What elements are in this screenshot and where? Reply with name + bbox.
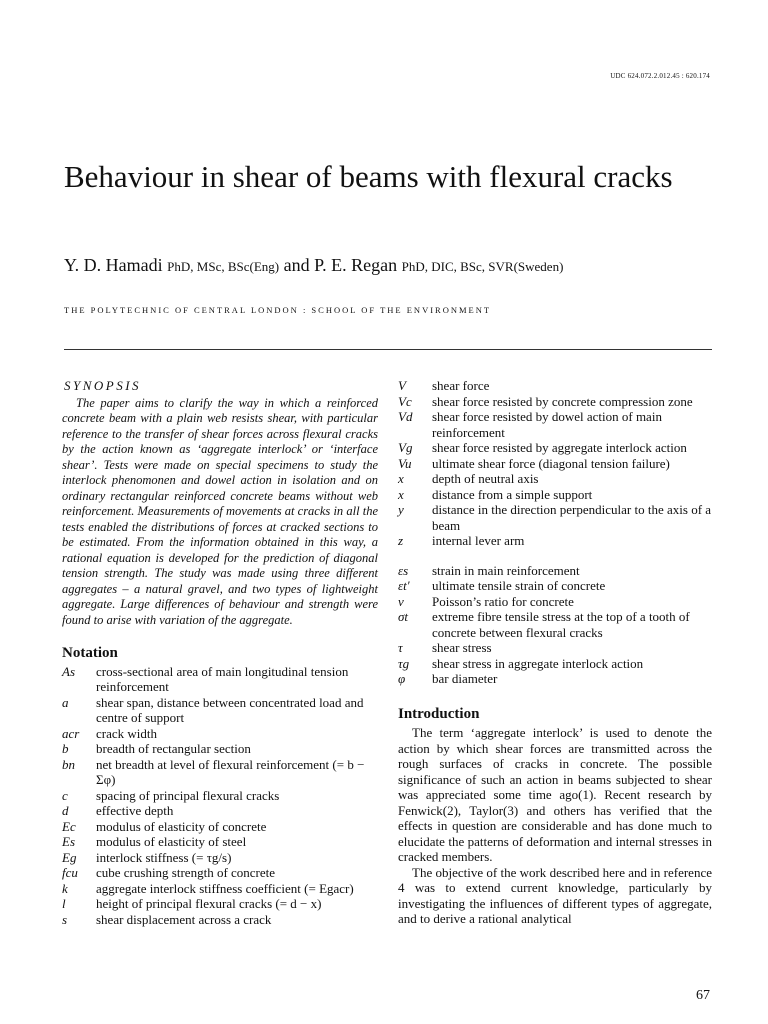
notation-entry	[62, 834, 378, 850]
notation-symbol: fcu	[62, 865, 78, 880]
notation-symbol: τ	[398, 640, 403, 655]
notation-definition: shear force	[432, 378, 490, 393]
notation-symbol: ν	[398, 593, 404, 609]
notation-list-right	[398, 378, 712, 687]
notation-symbol: σt	[398, 609, 409, 624]
notation-definition: depth of neutral axis	[432, 471, 539, 486]
notation-symbol: acr	[62, 725, 80, 741]
notation-definition: breadth of rectangular section	[96, 741, 251, 756]
authors-conjunction: and	[283, 255, 310, 275]
notation-definition: shear displacement across a crack	[96, 911, 272, 927]
notation-entry	[398, 502, 712, 533]
paper-title: Behaviour in shear of beams with flexural cracks	[64, 159, 673, 194]
notation-definition: shear stress	[432, 640, 492, 655]
notation-entry	[398, 533, 712, 549]
notation-definition: shear stress in aggregate interlock action	[432, 655, 644, 671]
notation-definition: internal lever arm	[432, 533, 525, 548]
notation-symbol: a	[62, 694, 69, 710]
notation-entry	[398, 487, 712, 503]
notation-definition: cube crushing strength of concrete	[96, 865, 276, 880]
notation-symbol: c	[62, 787, 68, 803]
notation-symbol: x	[398, 471, 404, 486]
notation-heading: Notation	[62, 645, 118, 661]
notation-entry	[398, 578, 712, 594]
notation-entry	[62, 741, 378, 757]
notation-entry	[62, 896, 378, 912]
notation-definition: extreme fibre tensile stress at the top of a tooth of concrete between flexural cracks	[432, 609, 690, 640]
affiliation: THE POLYTECHNIC OF CENTRAL LONDON : SCHOOL OF THE ENVIRONMENT	[64, 305, 492, 315]
introduction-heading: Introduction	[398, 705, 480, 722]
notation-entry	[398, 594, 712, 610]
notation-symbol: As	[62, 663, 75, 679]
notation-entry	[398, 471, 712, 487]
notation-definition: shear force resisted by concrete compression zone	[432, 393, 693, 409]
notation-definition: shear span, distance between concentrated load and centre of support	[96, 694, 364, 725]
notation-symbol: b	[62, 741, 69, 756]
notation-entry	[398, 640, 712, 656]
introduction-paragraph-2: The objective of the work described here and in reference 4 was to extend current knowledge, particularly by investigating the influences of different types of aggregate, and to derive a rational analytical	[398, 864, 712, 926]
notation-symbol: εt′	[398, 578, 410, 593]
notation-entry	[62, 865, 378, 881]
notation-entry	[62, 664, 378, 695]
notation-symbol: z	[398, 533, 404, 548]
notation-definition: aggregate interlock stiffness coefficient (= Egacr)	[96, 880, 354, 896]
author-1-name: Y. D. Hamadi	[64, 255, 163, 275]
notation-symbol: y	[398, 502, 404, 517]
notation-definition: distance in the direction perpendicular to the axis of a beam	[432, 502, 712, 533]
page-number: 67	[696, 988, 710, 1003]
notation-symbol: d	[62, 803, 69, 818]
notation-entry	[398, 563, 712, 579]
notation-entry	[62, 695, 378, 726]
notation-entry	[398, 609, 712, 640]
synopsis-heading: SYNOPSIS	[64, 378, 142, 393]
notation-definition: modulus of elasticity of concrete	[96, 818, 267, 834]
notation-entry	[398, 378, 712, 394]
notation-definition: strain in main reinforcement	[432, 562, 580, 578]
notation-entry	[398, 394, 712, 410]
notation-symbol: V	[398, 378, 406, 393]
notation-entry	[62, 850, 378, 866]
notation-entry	[398, 409, 712, 440]
notation-symbol: Eg	[62, 849, 77, 865]
notation-entry	[398, 671, 712, 687]
notation-definition: Poisson’s ratio for concrete	[432, 593, 574, 609]
notation-definition: height of principal flexural cracks (= d − x)	[96, 896, 322, 911]
notation-symbol: Vd	[398, 409, 413, 424]
author-1-qualifications: PhD, MSc, BSc(Eng)	[167, 259, 280, 274]
notation-definition: ultimate shear force (diagonal tension failure)	[432, 455, 670, 471]
authors-line	[64, 254, 724, 278]
author-2-name: P. E. Regan	[314, 255, 398, 275]
notation-symbol: φ	[398, 671, 406, 686]
notation-symbol: Es	[62, 834, 75, 849]
notation-symbol: Vc	[398, 393, 412, 409]
notation-symbol: s	[62, 911, 68, 927]
notation-definition: modulus of elasticity of steel	[96, 834, 247, 849]
notation-entry	[62, 788, 378, 804]
notation-definition: shear force resisted by dowel action of main reinforcement	[432, 409, 662, 440]
notation-definition: net breadth at level of flexural reinforcement (= b − Σφ)	[96, 756, 365, 787]
notation-symbol: Vu	[398, 455, 412, 471]
notation-entry	[62, 912, 378, 928]
notation-symbol: Ec	[62, 818, 76, 834]
synopsis-text: The paper aims to clarify the way in which a reinforced concrete beam with a plain web resists shear, with particular reference to the transfer of shear forces across flexural cracks by the action known as ‘aggregate interlock’ or ‘interface shear’. Tests were made on special specimens to study the interlock phenomonen and dowel action in isolation and on ordinary rectangular reinforced concrete beams without web reinforcement. Measurements of movements at cracks in all the tests enabled the distributions of forces at cracked sections to be estimated. From the information obtained in this way, a rational equation is developed for the prediction of diagonal tension strength. The study was made using three different aggregates – a natural gravel, and two types of lightweight aggregate. Large differences of behaviour and strength were found to arise with variation of the aggregate.	[62, 395, 378, 627]
left-column	[62, 378, 378, 927]
notation-definition: distance from a simple support	[432, 486, 593, 502]
notation-symbol: Vg	[398, 440, 413, 455]
notation-definition: interlock stiffness (= τg/s)	[96, 849, 232, 865]
notation-symbol: l	[62, 896, 66, 911]
notation-definition: bar diameter	[432, 671, 498, 686]
notation-symbol: εs	[398, 562, 409, 578]
author-2-qualifications: PhD, DIC, BSc, SVR(Sweden)	[401, 259, 564, 274]
notation-entry	[398, 456, 712, 472]
notation-list-left	[62, 664, 378, 928]
notation-symbol: τg	[398, 655, 410, 671]
notation-symbol: k	[62, 880, 68, 896]
header-divider	[64, 349, 712, 350]
notation-definition: cross-sectional area of main longitudinal tension reinforcement	[96, 663, 349, 694]
notation-entry	[62, 819, 378, 835]
notation-definition: ultimate tensile strain of concrete	[432, 578, 606, 593]
notation-symbol: x	[398, 486, 404, 502]
notation-entry	[398, 656, 712, 672]
notation-definition: spacing of principal flexural cracks	[96, 787, 280, 803]
udc-code: UDC 624.072.2.012.45 : 620.174	[610, 72, 710, 80]
notation-entry	[62, 726, 378, 742]
notation-symbol: bn	[62, 756, 75, 772]
notation-entry	[62, 881, 378, 897]
notation-entry	[62, 803, 378, 819]
notation-definition: effective depth	[96, 803, 174, 818]
notation-definition: shear force resisted by aggregate interlock action	[432, 440, 687, 455]
notation-definition: crack width	[96, 725, 158, 741]
notation-entry	[398, 440, 712, 456]
notation-entry	[62, 757, 378, 788]
right-column	[398, 378, 712, 927]
introduction-paragraph-1: The term ‘aggregate interlock’ is used to denote the action by which shear forces are transmitted across the rough surfaces of cracks in concrete. The possible significance of such an action in beams subjected to shear was appreciated some time ago(1). Recent research by Fenwick(2), Taylor(3) and others has verified that the effects in question are considerable and has done much to elucidate the patterns of deformation and internal stresses in cracked members.	[398, 725, 712, 864]
